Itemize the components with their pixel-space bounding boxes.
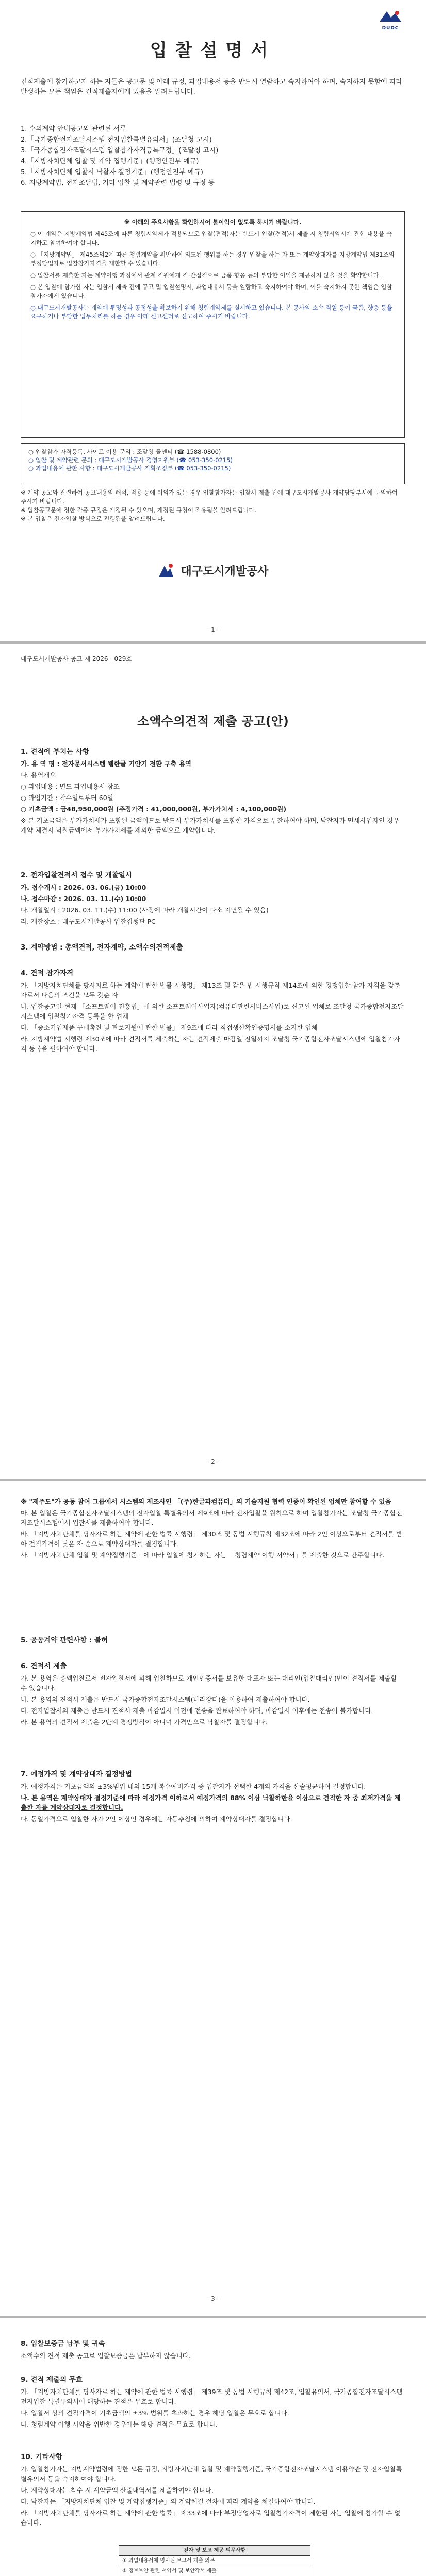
page-number: - 1 -	[207, 626, 219, 633]
intro-text: 견적제출에 참가하고자 하는 자들은 공고문 및 아래 규정, 과업내용서 등을 반드시 열람하고 숙지하여야 하며, 숙지하지 못함에 따라 발생하는 모든 책임은 견적제출자에게 있음을 알려드립니다.	[21, 78, 402, 96]
section-line: ※ "제주도"가 공동 참여 그룹에서 시스템의 제조사인 「(주)한글과컴퓨터」의 기술지원 협력 인증이 확인된 업체만 참여할 수 있음	[21, 1498, 391, 1505]
notice-item: ○ 대구도시개발공사는 계약에 투명성과 공정성을 확보하기 위해 청렴계약제를 실시하고 있습니다. 본 공사의 소속 직원 등이 금품, 향응 등을 요구하거나 부당한 업무처리를 하는 경우 아래 신고센터로 신고하여 주시기 바랍니다.	[30, 304, 392, 320]
section-line: 다. 「중소기업제품 구매촉진 및 판로지원에 관한 법률」 제9조에 따라 직접생산확인증명서를 소지한 업체	[21, 1024, 318, 1031]
section-heading: 1. 견적에 부치는 사항	[21, 748, 89, 756]
section-line: 다. 청렴계약 이행 서약을 위반한 경우에는 해당 견적은 무효로 합니다.	[21, 2420, 218, 2428]
section-heading: 6. 견적서 제출	[21, 1662, 67, 1670]
section-line: 바. 「지방자치단체를 당사자로 하는 계약에 관한 법률 시행령」 제30조 및 동법 시행규칙 제32조에 따라 2인 이상으로부터 견적서를 받아 견적가격이 낮은 자 순으로 계약상대자를 결정합니다.	[21, 1530, 403, 1548]
section-line: 나. 본 용역의 견적서 제출은 반드시 국가종합전자조달시스템(나라장터)을 이용하여 제출하여야 합니다.	[21, 1696, 310, 1703]
notice-box	[21, 211, 405, 438]
law-item: 3.「국가종합전자조달시스템 입찰참가자격등록규정」(조달청 고시)	[21, 147, 219, 155]
section-heading: 4. 견적 참가자격	[21, 969, 74, 977]
section-line: ※ 본 기초금액은 부가가치세가 포함된 금액이므로 반드시 부가가치세를 포함한 가격으로 투찰하여야 하며, 낙찰자가 면세사업자인 경우 계약 체결시 낙찰금액에서 부가가치세를 제외한 금액으로 계약합니다.	[21, 817, 400, 834]
notice-item: ○ 입찰서를 제출한 자는 계약이행 과정에서 관계 직원에게 직·간접적으로 금품·향응 등의 부당한 이익을 제공하지 않을 것을 확약합니다.	[30, 272, 381, 279]
section-heading: 8. 입찰보증금 납부 및 귀속	[21, 2340, 105, 2348]
section-line: 나. 입찰서 상의 견적가격이 기초금액의 ±3% 범위를 초과하는 경우 해당 입찰은 무효로 합니다.	[21, 2409, 289, 2417]
section-line: 가. 입찰참가자는 지방계약법령에 정한 모든 규정, 지방자치단체 입찰 및 계약집행기준, 국가종합전자조달시스템 이용약관 및 전자입찰특별유의서 등을 숙지하여야 합니다.	[21, 2465, 402, 2483]
section-line: ○ 과업기간 : 착수일로부터 60일	[21, 794, 113, 802]
announcement-title: 소액수의견적 제출 공고(안)	[137, 714, 289, 728]
section-line: 나. 접수마감 : 2026. 03. 11.(수) 10:00	[21, 895, 146, 903]
logo-mark-icon	[375, 8, 405, 24]
section-line: ○ 기초금액 : 금48,950,000원 (추정가격 : 41,000,000원, 부가가치세 : 4,100,000원)	[21, 805, 287, 813]
notice-item: ○ 「지방계약법」 제45조의2에 따른 청렴계약을 위반하여 의도된 행위를 하는 경우 입찰을 하는 자 또는 계약상대자를 지방계약법 제31조의 부정당업자로 입찰참가자격을 제한할 수 있습니다.	[30, 251, 395, 267]
corp-signature	[0, 562, 426, 579]
section-7	[21, 1770, 405, 1825]
section-line: 사. 「지방자치단체 입찰 및 계약집행기준」에 따라 입찰에 참가하는 자는 「청렴계약 이행 서약서」를 제출한 것으로 간주합니다.	[21, 1551, 385, 1559]
section-line: 라. 개찰장소 : 대구도시개발공사 입찰집행관 PC	[21, 918, 156, 925]
corp-logo-icon	[157, 562, 175, 579]
section-6	[21, 1662, 405, 1728]
notice-item: ○ 이 계약은 지방계약법 제45조에 따른 청렴서약제가 적용되므로 입찰(견적)자는 반드시 입찰(견적)서 제출 시 청렴서약서에 관한 내용을 숙지하고 참여하여야 합니다.	[30, 230, 392, 246]
section-8	[21, 2339, 405, 2362]
section-line: 다. 낙찰자는 「지방자치단체 입찰 및 계약집행기준」의 계약체결 절차에 따라 계약을 체결하여야 합니다.	[21, 2498, 316, 2505]
law-item: 5.「지방자치단체 입찰시 낙찰자 결정기준」(행정안전부 예규)	[21, 168, 203, 176]
section-line: 라. 지방계약법 시행령 제30조에 따라 견적서를 제출하는 자는 견적제출 마감일 전일까지 조달청 국가종합전자조달시스템에 입찰참가자격 등록을 필하여야 합니다.	[21, 1035, 400, 1053]
section-line: 나. 용역개요	[21, 771, 56, 779]
law-item: 1. 수의계약 안내공고와 관련된 서류	[21, 125, 126, 133]
corp-name: 대구도시개발공사	[181, 565, 269, 578]
footnote: ※ 입찰공고문에 정한 각종 규정은 개정될 수 있으며, 개정된 규정이 적용됨을 알려드립니다.	[21, 506, 257, 514]
page-3	[0, 1481, 426, 2316]
section-10	[21, 2452, 405, 2529]
section-5	[21, 1636, 405, 1648]
notice-item: ○ 본 입찰에 참가한 자는 입찰서 제출 전에 공고 및 입찰설명서, 과업내용서 등을 열람하고 숙지하여야 하며, 이를 숙지하지 못한 책임은 입찰참가자에게 있습니다.	[30, 283, 392, 299]
section-9	[21, 2375, 405, 2431]
section-heading: 3. 계약방법 : 총액견적, 전자계약, 소액수의견적제출	[21, 943, 183, 952]
section-4-cont	[21, 1497, 405, 1562]
contact-item: ○ 과업내용에 관한 사항 : 대구도시개발공사 기획조정부 (☎ 053-350-0215)	[28, 465, 231, 472]
section-line: 라. 본 용역의 견적서 제출은 2단계 경쟁방식이 아니며 가격만으로 낙찰자를 결정합니다.	[21, 1718, 268, 1726]
contact-item: ○ 입찰참가 자격등록, 사이트 이용 문의 : 조달청 콜센터 (☎ 1588-0800)	[28, 448, 221, 455]
section-2	[21, 871, 405, 928]
logo-text: DUDC	[382, 26, 399, 31]
document-title: 입찰설명서	[150, 40, 276, 61]
obligation-table	[119, 2545, 310, 2576]
section-line: 가. 예정가격은 기초금액의 ±3%범위 내의 15개 복수예비가격 중 입찰자가 선택한 4개의 가격을 산술평균하여 결정합니다.	[21, 1783, 366, 1790]
contact-item: ○ 입찰 및 계약관련 문의 : 대구도시개발공사 경영지원부 (☎ 053-350-0215)	[28, 456, 233, 464]
section-line: ○ 과업내용 : 별도 과업내용서 참조	[21, 783, 120, 790]
page-number: - 2 -	[207, 1458, 219, 1465]
page-4	[0, 2318, 426, 2576]
section-line: 다. 전자입찰서의 제출은 반드시 견적서 제출 마감일시 이전에 전송을 완료하여야 하며, 마감일시 이후에는 전송이 불가합니다.	[21, 1707, 373, 1715]
table-row: ② 정보보안 관련 서약서 및 보안각서 제출	[119, 2566, 310, 2576]
law-item: 2.「국가종합전자조달시스템 전자입찰특별유의서」(조달청 고시)	[21, 136, 212, 144]
section-line: 나. 입찰공고일 현재 「소프트웨어 진흥법」에 의한 소프트웨어사업자(컴퓨터관련서비스사업)로 신고된 업체로 조달청 국가종합전자조달시스템에 입찰참가자격 등록을 한 업체	[21, 1003, 404, 1020]
section-heading: 9. 견적 제출의 무효	[21, 2376, 83, 2384]
section-heading: 10. 기타사항	[21, 2453, 62, 2461]
announcement-number: 대구도시개발공사 공고 제 2026 - 029호	[21, 655, 132, 663]
section-line: 소액수의 견적 제출 공고로 입찰보증금은 납부하지 않습니다.	[21, 2352, 191, 2360]
section-line: 가. 「지방자치단체를 당사자로 하는 계약에 관한 법률 시행령」 제39조 및 동법 시행규칙 제42조, 입찰유의서, 국가종합전자조달시스템 전자입찰 특별유의서에 해당하는 견적은 무효로 합니다.	[21, 2388, 403, 2405]
section-3	[21, 943, 405, 955]
section-line: 라. 「지방자치단체를 당사자로 하는 계약에 관한 법률」 제33조에 따라 부정당업자로 입찰참가자격이 제한된 자는 입찰에 참가할 수 없습니다.	[21, 2509, 401, 2527]
section-line: 나. 계약상대자는 착수 시 계약금액 산출내역서를 제출하여야 합니다.	[21, 2486, 214, 2494]
law-list	[21, 124, 405, 189]
section-heading: 5. 공동계약 관련사항 : 불허	[21, 1636, 108, 1645]
page-number: - 3 -	[207, 2295, 219, 2302]
section-heading: 2. 전자입찰견적서 접수 및 개찰일시	[21, 871, 132, 879]
company-logo	[375, 8, 405, 31]
section-line: 다. 개찰일시 : 2026. 03. 11.(수) 11:00 (사정에 따라 개찰시간이 다소 지연될 수 있음)	[21, 906, 269, 914]
footnote: ※ 본 입찰은 전자입찰 방식으로 진행됨을 알려드립니다.	[21, 515, 165, 522]
section-heading: 7. 예정가격 및 계약상대자 결정방법	[21, 1770, 132, 1778]
notice-heading: ※ 아래의 주요사항을 확인하시어 불이익이 없도록 하시기 바랍니다.	[124, 218, 302, 226]
section-1	[21, 747, 405, 837]
section-line: 다. 동일가격으로 입찰한 자가 2인 이상인 경우에는 자동추첨에 의하여 계약상대자를 결정합니다.	[21, 1815, 292, 1823]
section-4	[21, 969, 405, 1055]
section-line: 가. 본 용역은 총액입찰로서 전자입찰서에 의해 입찰하므로 개인인증서를 보유한 대표자 또는 대리인(입찰대리인)만이 견적서를 제출할 수 있습니다.	[21, 1674, 397, 1692]
page-1	[0, 0, 426, 641]
footnote: ※ 계약 공고와 관련하여 공고내용의 해석, 적용 등에 이의가 있는 경우 입찰참가자는 입찰서 제출 전에 대구도시개발공사 계약담당부서에 문의하여 주시기 바랍니다.	[21, 489, 398, 505]
footnotes	[21, 488, 405, 523]
section-line: 나. 본 용역은 계약상대자 결정기준에 따라 예정가격 이하로서 예정가격의 88% 이상 낙찰하한율 이상으로 견적한 자 중 최저가격을 제출한 자를 계약상대자로 결정합니다.	[21, 1794, 401, 1811]
page-2	[0, 644, 426, 1479]
section-line: 마. 본 입찰은 국가종합전자조달시스템의 전자입찰 특별유의서 제9조에 따라 전자입찰을 원칙으로 하며 입찰참가자는 조달청 국가종합전자조달시스템에서 입찰서를 제출하여야 합니다.	[21, 1509, 402, 1527]
section-line: 가. 「지방자치단체를 당사자로 하는 계약에 관한 법률 시행령」 제13조 및 같은 법 시행규칙 제14조에 의한 경쟁입찰 참가 자격을 갖춘 자로서 다음의 조건을 모두 갖춘 자	[21, 981, 401, 999]
section-line: 가. 접수개시 : 2026. 03. 06.(금) 10:00	[21, 884, 146, 891]
law-item: 6. 지방계약법, 전자조달법, 기타 입찰 및 계약관련 법령 및 규정 등	[21, 179, 215, 187]
section-line: 가. 용 역 명 : 전자문서시스템 웹한글 기안기 전환 구축 용역	[21, 760, 191, 768]
law-item: 4.「지방자치단체 입찰 및 계약 집행기준」(행정안전부 예규)	[21, 158, 199, 165]
table-header: 전자 및 보고 제공 의무사항	[119, 2546, 310, 2556]
table-row: ① 과업내용서에 명시된 보고서 제출 의무	[119, 2556, 310, 2566]
contact-box	[21, 443, 405, 484]
